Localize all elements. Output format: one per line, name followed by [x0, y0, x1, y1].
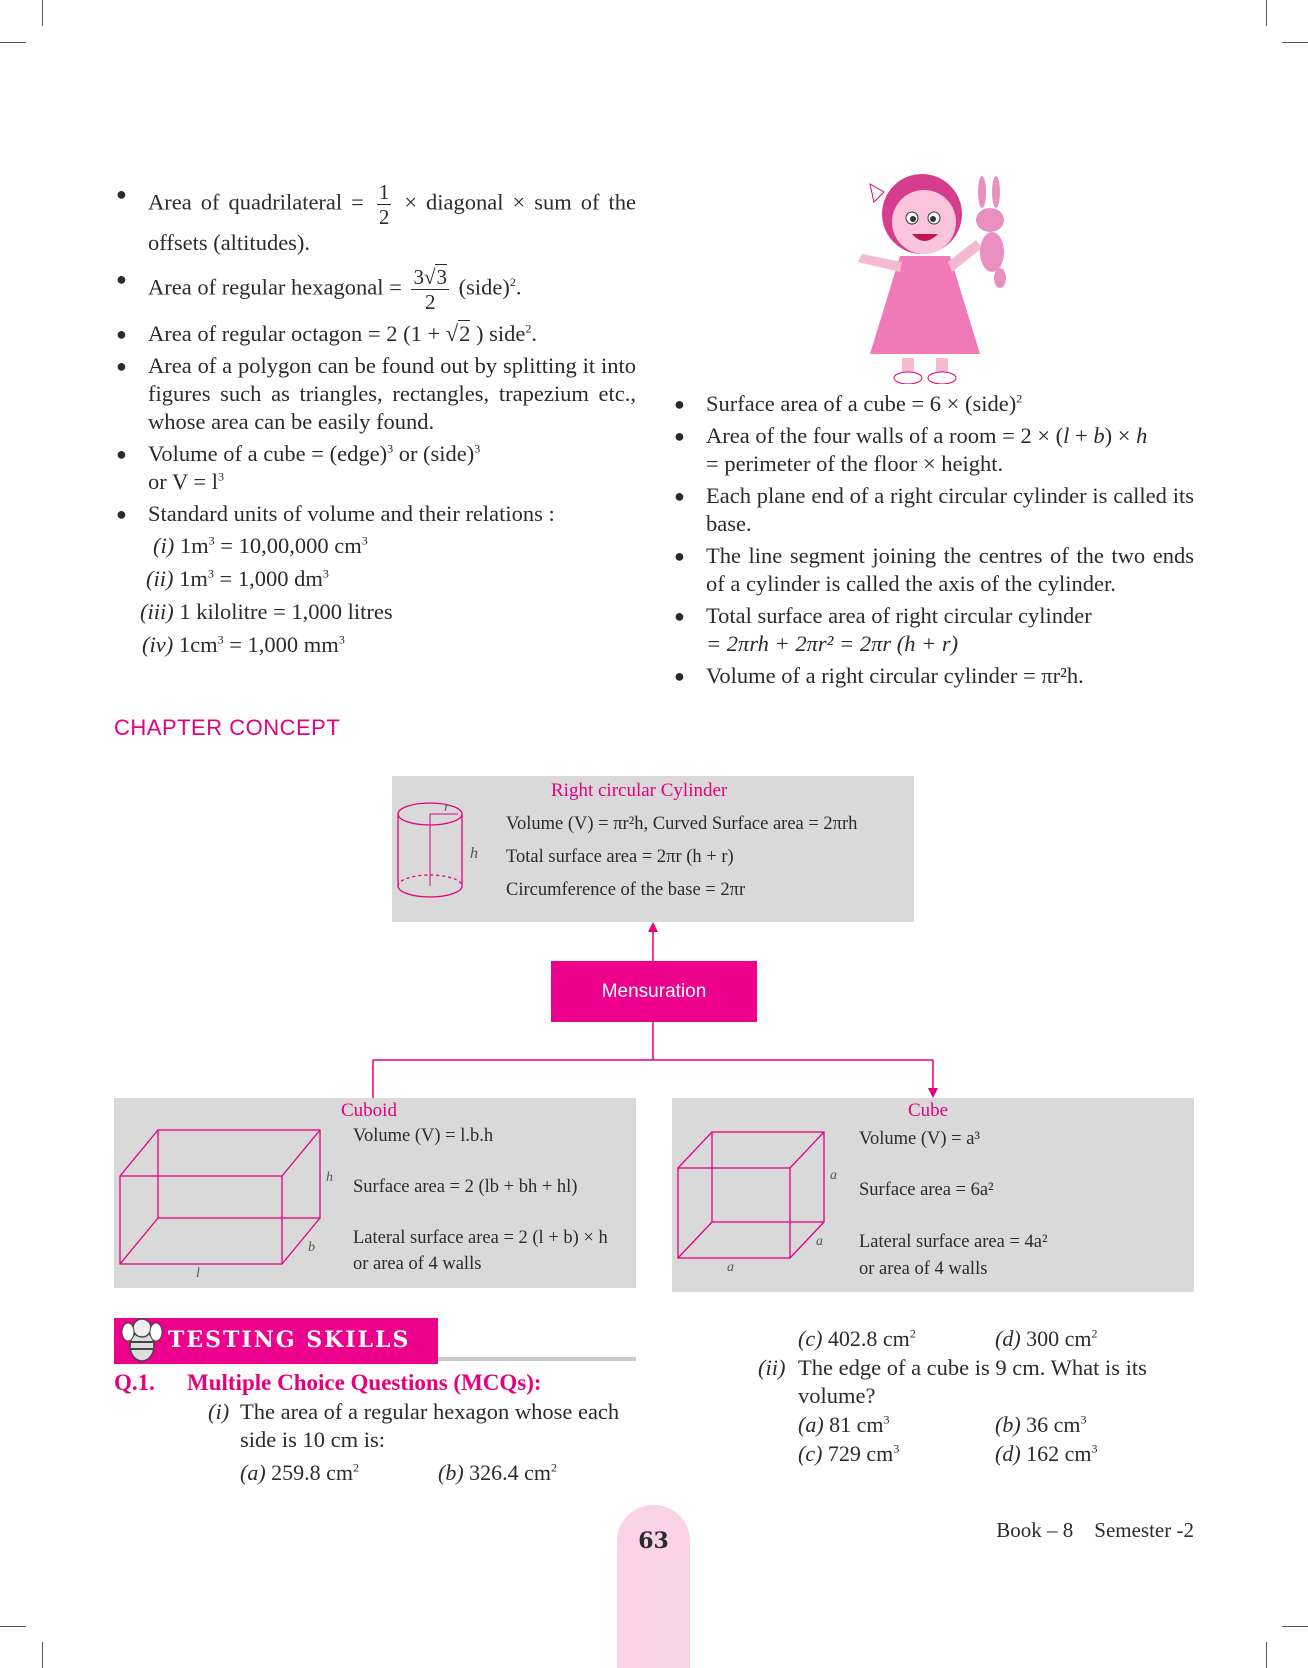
oct-end: . — [531, 321, 537, 346]
q1-i-option-b — [438, 1460, 557, 1486]
cylinder-line-1: Volume (V) = πr²h, Curved Surface area = 2πrh — [506, 814, 858, 834]
bullet-quadrilateral — [114, 180, 636, 257]
bunny-ear — [992, 176, 1000, 208]
hex-sup: 2 — [509, 275, 516, 290]
crop-mark — [1266, 1642, 1267, 1668]
b3-text: Each plane end of a right circular cylinder is called its base. — [706, 483, 1194, 536]
unit-rhs: = 10,00,000 cm — [214, 533, 362, 558]
crop-mark — [1266, 0, 1267, 26]
option-sup: 2 — [551, 1460, 558, 1475]
option-text: 36 cm — [1020, 1412, 1081, 1437]
oct-suffix: ) side — [470, 321, 526, 346]
vol-sup: 3 — [218, 469, 224, 484]
q1-i-option-a — [240, 1460, 359, 1486]
q1-ii-text: The edge of a cube is 9 cm. What is its volume? — [798, 1355, 1147, 1408]
oct-root: 2 — [459, 321, 471, 346]
right-pupil — [930, 216, 936, 222]
option-text: 729 cm — [822, 1441, 894, 1466]
option-text: 259.8 cm — [265, 1460, 354, 1485]
bullet-octagon: ● Area of regular octagon = 2 (1 + √2 ) side$^2$. — [116, 321, 537, 346]
bunny-body — [980, 232, 1004, 272]
cylinder-label-h: h — [470, 845, 478, 862]
option-sup: 3 — [883, 1412, 890, 1427]
q-label: (ii) — [758, 1355, 786, 1380]
vol-line2: or V = l — [148, 469, 218, 494]
q-label: (i) — [208, 1399, 230, 1424]
bullet-polygon — [114, 352, 636, 436]
q1-i-option-d — [995, 1326, 1098, 1352]
option-sup: 3 — [893, 1441, 900, 1456]
hex-prefix: Area of regular hexagonal = — [148, 274, 408, 300]
bullet-dot: ● — [116, 356, 127, 376]
cuboid-line-1: Volume (V) = l.b.h — [353, 1126, 494, 1146]
bunny-ear — [978, 176, 986, 208]
unit-lhs: 1cm — [178, 632, 218, 657]
bullet-dot: ● — [674, 394, 685, 414]
option-text: 300 cm — [1020, 1326, 1092, 1351]
bullet-dot: ● — [116, 184, 127, 204]
bullet-volume-cylinder — [672, 662, 1194, 690]
unit-sup: 3 — [207, 566, 214, 581]
right-arm — [948, 240, 982, 272]
bullet-dot: ● — [674, 546, 685, 566]
unit-row — [153, 533, 368, 559]
unit-sup: 3 — [361, 533, 368, 548]
frac-num-coef: 3 — [413, 265, 424, 289]
cuboid-figure — [118, 1126, 328, 1271]
b2-h: h — [1136, 423, 1148, 448]
option-text: 162 cm — [1020, 1441, 1092, 1466]
quad-suffix: × diagonal × sum of the offsets (altitudes). — [148, 189, 636, 255]
fraction — [377, 180, 392, 229]
right-shoe — [928, 372, 956, 384]
unit-lhs: 1 kilolitre = 1,000 litres — [179, 599, 393, 624]
left-pupil — [910, 216, 916, 222]
cube-line-1: Volume (V) = a³ — [859, 1129, 980, 1149]
bunny-leg — [994, 268, 1006, 288]
cube-line-3: Lateral surface area = 4a² — [859, 1232, 1048, 1252]
unit-label: (i) — [153, 533, 175, 558]
b1-sup: 2 — [1016, 391, 1023, 406]
crop-mark — [1282, 1626, 1308, 1627]
frac-den: 2 — [378, 205, 390, 229]
b6-text: Volume of a right circular cylinder = πr²h. — [706, 663, 1084, 688]
vol-sup: 3 — [387, 441, 394, 456]
vol-sup: 3 — [474, 441, 481, 456]
vol-text: Volume of a cube = (edge) — [148, 441, 388, 466]
cuboid-label-b: b — [308, 1240, 315, 1255]
oct-prefix: Area of regular octagon = 2 (1 + — [148, 321, 446, 346]
b2-line2: = perimeter of the floor × height. — [706, 451, 1004, 476]
option-label: (b) — [995, 1412, 1021, 1437]
unit-rhs: = 1,000 dm — [213, 566, 323, 591]
bullet-dot: ● — [674, 426, 685, 446]
q1-ii-option-d — [995, 1441, 1098, 1467]
bunny-head — [976, 208, 1004, 232]
page-number: 63 — [638, 1528, 669, 1554]
frac-num: 3√3 — [413, 265, 447, 289]
cube-label-a: a — [727, 1260, 734, 1275]
option-label: (c) — [798, 1441, 823, 1466]
option-sup: 2 — [909, 1326, 916, 1341]
b2-b: b — [1093, 423, 1105, 448]
hair-bow — [870, 184, 884, 202]
cuboid-line-3: Lateral surface area = 2 (l + b) × h — [353, 1228, 608, 1248]
cube-title: Cube — [908, 1100, 949, 1121]
option-label: (d) — [995, 1441, 1021, 1466]
bullet-dot: ● — [674, 606, 685, 626]
mensuration-box: Mensuration — [551, 961, 757, 1022]
cylinder-line-3: Circumference of the base = 2πr — [506, 880, 746, 900]
cylinder-figure — [396, 800, 466, 910]
crop-mark — [42, 1642, 43, 1668]
unit-lhs: 1m — [179, 533, 209, 558]
b5-line2: = 2πrh + 2πr² = 2πr (h + r) — [706, 631, 959, 656]
quad-prefix: Area of quadrilateral = — [148, 189, 373, 215]
unit-row — [146, 566, 329, 592]
bullet-dot: ● — [116, 444, 127, 464]
option-text: 81 cm — [823, 1412, 884, 1437]
unit-row — [142, 632, 345, 658]
bullet-axis — [672, 542, 1194, 598]
frac-num-root: 3 — [436, 265, 447, 289]
b2-l: l — [1063, 423, 1070, 448]
unit-sup: 3 — [208, 533, 215, 548]
cylinder-title: Right circular Cylinder — [551, 780, 728, 801]
chapter-concept-title: CHAPTER CONCEPT — [114, 715, 341, 740]
cube-line-2: Surface area = 6a² — [859, 1180, 994, 1200]
units-title: Standard units of volume and their relations : — [148, 501, 555, 526]
option-sup: 3 — [1080, 1412, 1087, 1427]
left-shoe — [894, 372, 922, 384]
hex-suffix: (side) — [452, 274, 510, 300]
cube-label-a: a — [830, 1168, 837, 1183]
unit-sup: 3 — [322, 566, 329, 581]
cuboid-line-2: Surface area = 2 (lb + bh + hl) — [353, 1177, 578, 1197]
crop-mark — [1282, 42, 1308, 43]
option-sup: 3 — [1091, 1441, 1098, 1456]
unit-label: (iv) — [142, 632, 174, 657]
frac-den: 2 — [424, 290, 436, 314]
crop-mark — [0, 1626, 26, 1627]
bullet-surface-cube — [672, 390, 1194, 418]
bullet-four-walls — [672, 422, 1194, 478]
crop-mark — [0, 42, 26, 43]
face — [892, 190, 956, 254]
unit-lhs: 1m — [179, 566, 208, 591]
cuboid-label-h: h — [326, 1170, 333, 1185]
girl-with-bunny-illustration — [840, 158, 1020, 384]
fraction — [411, 265, 449, 314]
frac-num: 1 — [378, 180, 390, 204]
q1-ii-option-a — [798, 1412, 890, 1438]
b2-close: ) × — [1104, 423, 1137, 448]
left-bullet-list — [114, 180, 636, 532]
cuboid-label-l: l — [196, 1266, 200, 1281]
unit-sup: 3 — [217, 632, 224, 647]
vol-mid: or (side) — [393, 441, 475, 466]
cuboid-line-4: or area of 4 walls — [353, 1254, 482, 1274]
bullet-dot: ● — [674, 666, 685, 686]
q1-ii-option-b — [995, 1412, 1087, 1438]
cuboid-title: Cuboid — [341, 1100, 397, 1121]
b4-text: The line segment joining the centres of the two ends of a cylinder is called the axis of the cylinder. — [706, 543, 1194, 596]
dress — [870, 256, 980, 354]
cylinder-line-2: Total surface area = 2πr (h + r) — [506, 847, 734, 867]
bullet-volume-cube — [114, 440, 636, 496]
q1-title: Multiple Choice Questions (MCQs): — [187, 1370, 542, 1395]
cube-label-a: a — [816, 1234, 823, 1249]
q1-ii-option-c — [798, 1441, 899, 1467]
option-text: 326.4 cm — [463, 1460, 552, 1485]
q1-i-text: The area of a regular hexagon whose each side is 10 cm is: — [240, 1399, 620, 1452]
cube-line-4: or area of 4 walls — [859, 1259, 988, 1279]
q1-i-label — [208, 1398, 229, 1426]
right-bullet-list — [672, 390, 1194, 694]
b5-line1: Total surface area of right circular cylinder — [706, 603, 1092, 628]
unit-row — [140, 599, 393, 625]
q1-number: Q.1. — [114, 1370, 155, 1395]
polygon-text: Area of a polygon can be found out by splitting it into figures such as triangles, rectangles, trapezium etc., whose area can be easily found. — [148, 353, 636, 434]
q1-i-option-c — [798, 1326, 916, 1352]
bullet-dot: ● — [116, 504, 127, 524]
unit-label: (iii) — [140, 599, 174, 624]
cube-figure — [674, 1128, 834, 1268]
option-label: (b) — [438, 1460, 464, 1485]
cylinder-label-r: r — [444, 800, 450, 815]
unit-rhs: = 1,000 mm — [223, 632, 339, 657]
bullet-dot: ● — [116, 269, 127, 289]
bee-icon — [120, 1316, 164, 1364]
unit-sup: 3 — [338, 632, 345, 647]
option-text: 402.8 cm — [822, 1326, 910, 1351]
unit-label: (ii) — [146, 566, 174, 591]
left-arm — [858, 254, 902, 272]
option-sup: 2 — [1091, 1326, 1098, 1341]
b2-a: Area of the four walls of a room = 2 × ( — [706, 423, 1064, 448]
option-label: (a) — [798, 1412, 824, 1437]
footer-book-semester: Book – 8 Semester -2 — [996, 1518, 1194, 1542]
option-label: (d) — [995, 1326, 1021, 1351]
hex-end: . — [515, 274, 522, 300]
testing-skills-title: TESTING SKILLS — [168, 1327, 411, 1353]
option-label: (c) — [798, 1326, 823, 1351]
option-sup: 2 — [353, 1460, 360, 1475]
bullet-total-surface — [672, 602, 1194, 658]
q1-ii-label — [758, 1354, 786, 1382]
bullet-units — [114, 500, 636, 528]
option-label: (a) — [240, 1460, 266, 1485]
bullet-dot: ● — [674, 486, 685, 506]
bullet-dot: ● — [116, 324, 127, 344]
oct-sup: 2 — [525, 321, 532, 336]
b1-text: Surface area of a cube = 6 × (side) — [706, 391, 1017, 416]
bullet-plane-end — [672, 482, 1194, 538]
bullet-hexagonal — [114, 265, 636, 314]
crop-mark — [42, 0, 43, 26]
dress-hem — [870, 354, 980, 365]
b2-plus: + — [1069, 423, 1094, 448]
